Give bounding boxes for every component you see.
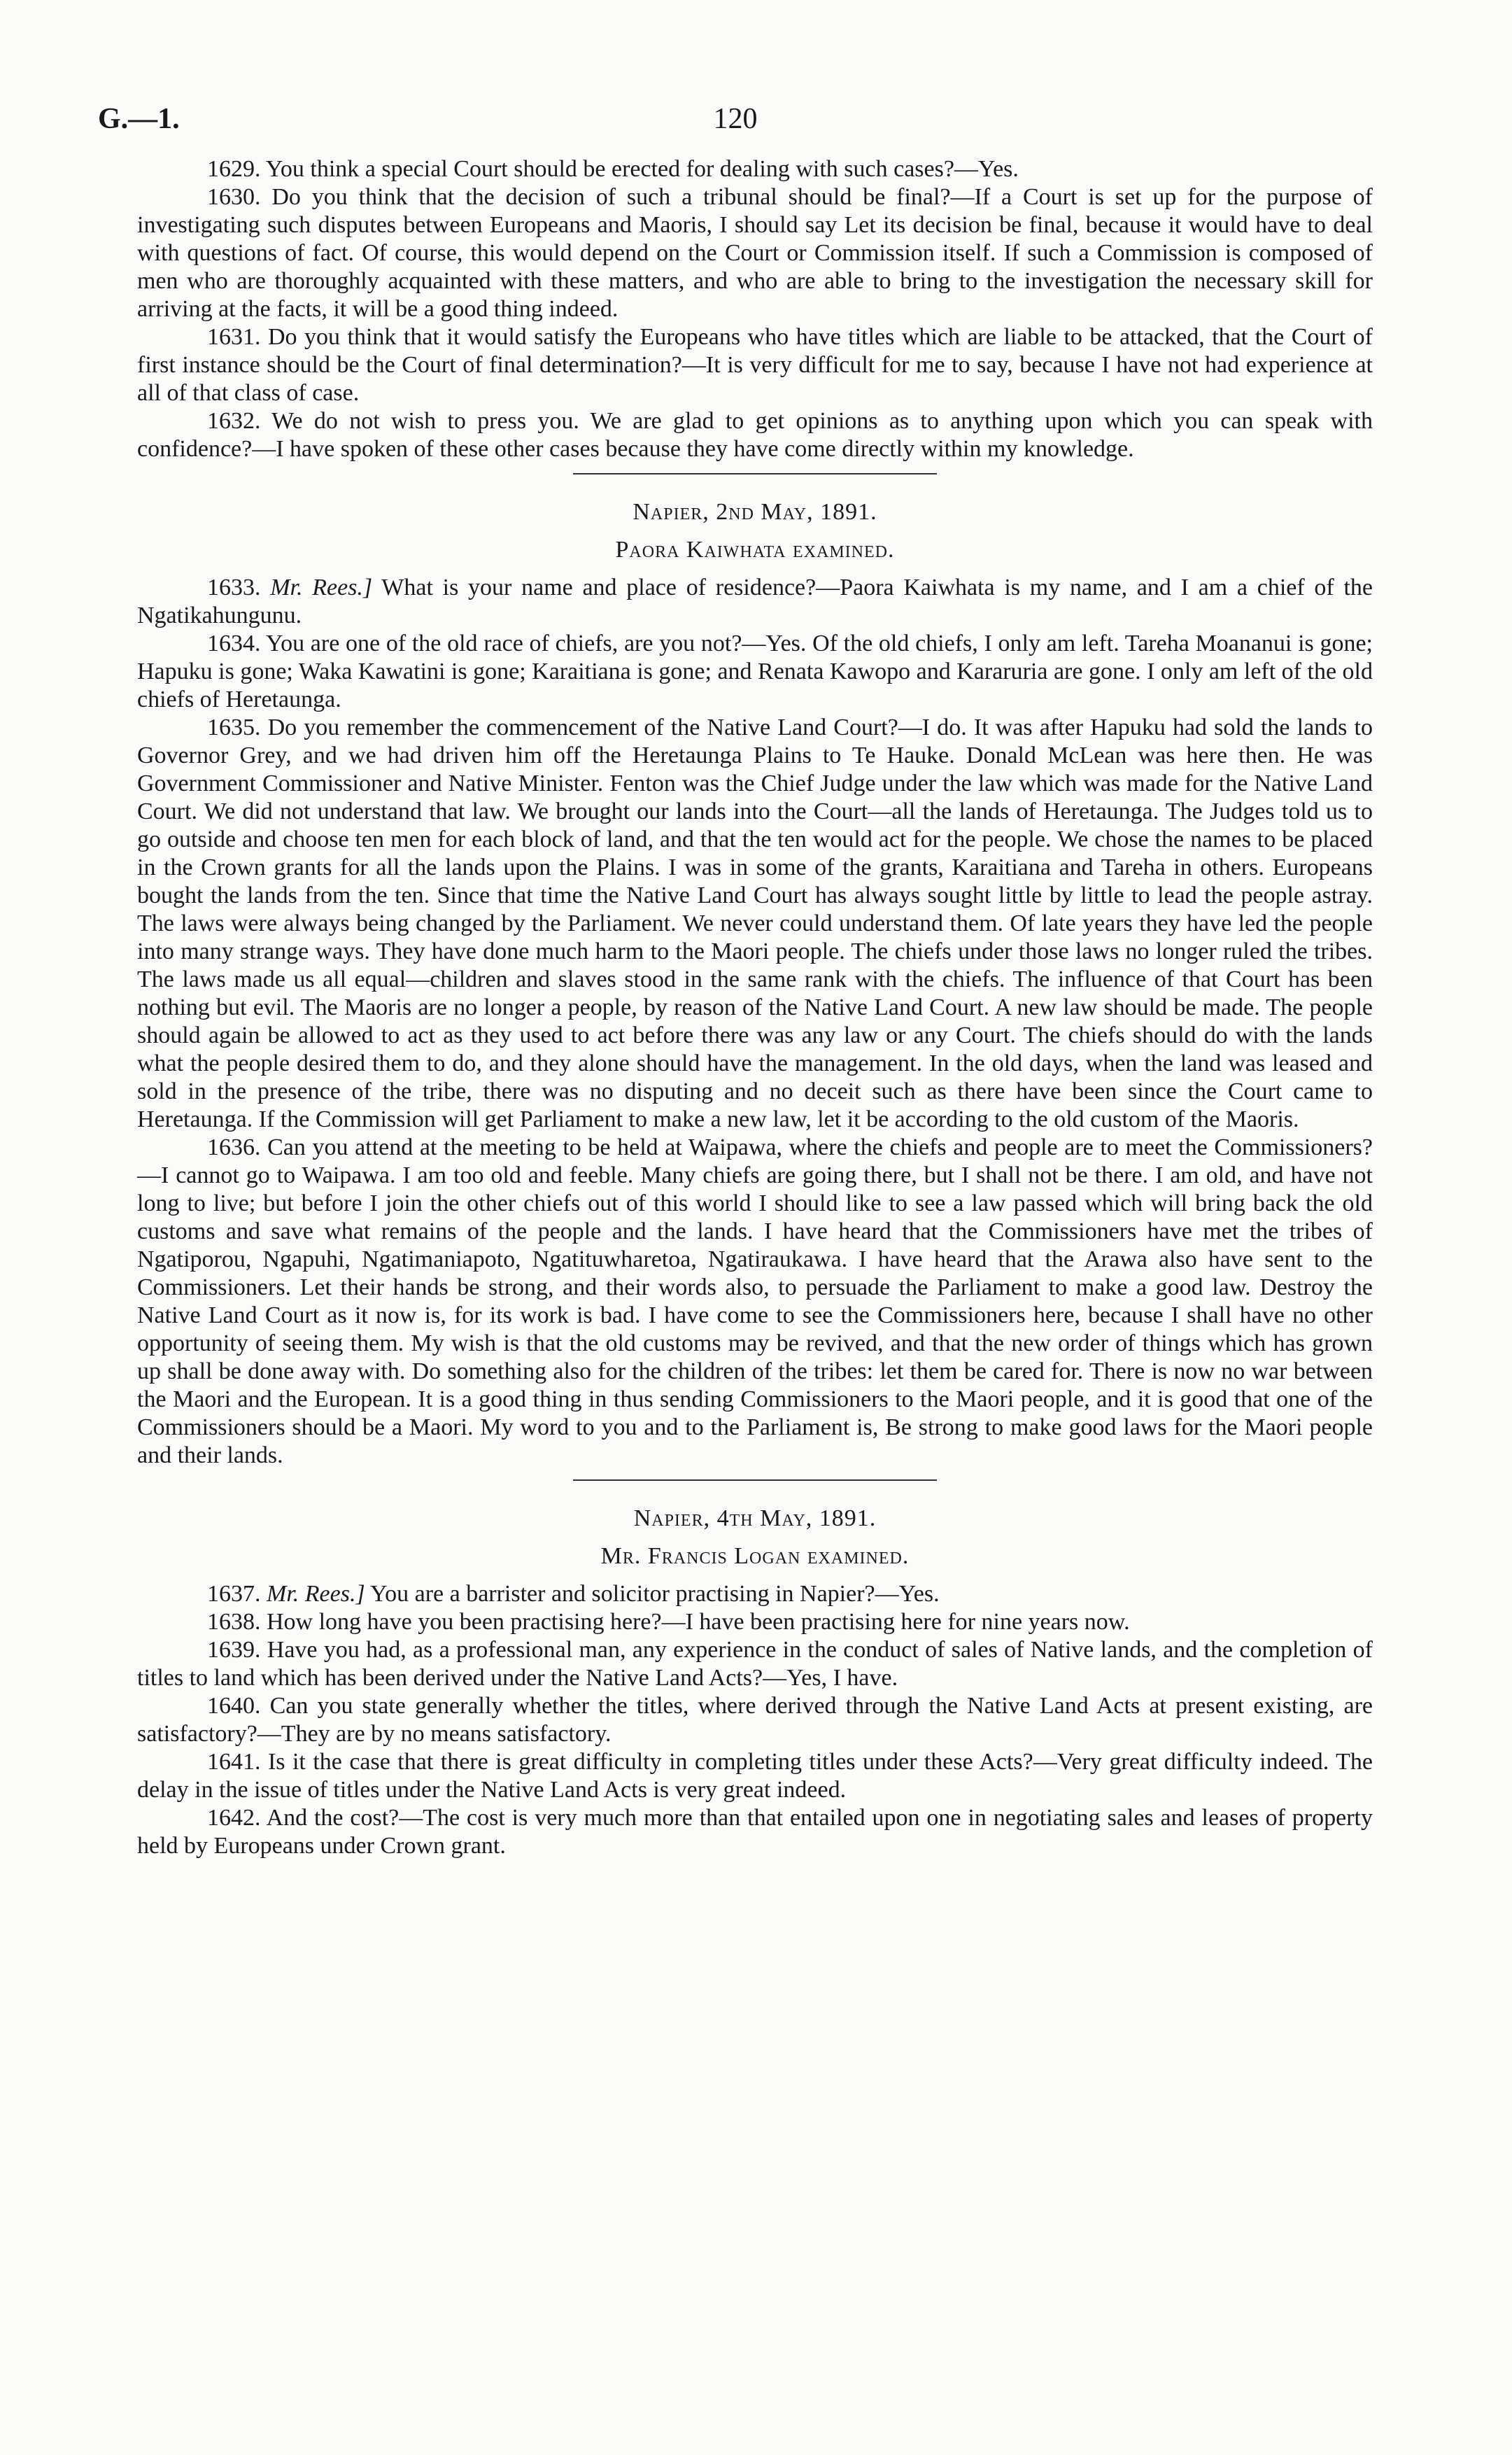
question-1637 [137,1580,1373,1608]
page-header [98,102,1373,144]
session-heading: Napier, 4th May, 1891. [633,1505,877,1531]
page-number: 120 [713,103,758,135]
witness-heading: Paora Kaiwhata examined. [615,537,895,563]
question-1639: 1639. Have you had, as a professional man, any experience in the conduct of sales of Native lands, and the completion of titles to land which has been derived under the Native Land Acts?—Yes, I have. [137,1637,1373,1691]
witness-heading: Mr. Francis Logan examined. [600,1543,910,1569]
examiner-name: Mr. Rees.] [270,575,373,600]
document-body [137,155,1373,1860]
question-1629: 1629. You think a special Court should be erected for dealing with such cases?—Yes. [207,156,1019,182]
section-divider [573,1479,937,1481]
question-text: What is your name and place of residence?—Paora Kaiwhata is my name, and I am a chief of the Ngatikahungunu. [137,575,1373,628]
question-1638: 1638. How long have you been practising here?—I have been practising here for nine years now. [207,1609,1130,1635]
examiner-name: Mr. Rees.] [267,1581,365,1607]
section-divider [573,473,937,474]
session-heading: Napier, 2nd May, 1891. [633,499,877,525]
question-1641: 1641. Is it the case that there is great difficulty in completing titles under these Acts?—Very great difficulty indeed. The delay in the issue of titles under the Native Land Acts is very great indeed. [137,1749,1373,1803]
question-text: You are a barrister and solicitor practising in Napier?—Yes. [369,1581,940,1607]
question-1640: 1640. Can you state generally whether the titles, where derived through the Native Land Acts at present existing, are satisfactory?—They are by no means satisfactory. [137,1693,1373,1747]
question-number: 1633. [207,575,261,600]
question-1633 [137,574,1373,630]
question-1630: 1630. Do you think that the decision of such a tribunal should be final?—If a Court is set up for the purpose of investigating such disputes between Europeans and Maoris, I should say Let its decision be final, because it would have to deal with questions of fact. Of course, this would depend on the Court or Commission itself. If such a Commission is composed of men who are thoroughly acquainted with these matters, and who are able to bring to the investigation the necessary skill for arriving at the facts, it will be a good thing indeed. [137,184,1373,322]
question-1635: 1635. Do you remember the commencement of the Native Land Court?—I do. It was after Hapuku had sold the lands to Governor Grey, and we had driven him off the Heretaunga Plains to Te Hauke. Donald McLean was here then. He was Government Commissioner and Native Minister. Fenton was the Chief Judge under the law which was made for the Native Land Court. We did not understand that law. We brought our lands into the Court—all the lands of Heretaunga. The Judges told us to go outside and choose ten men for each block of land, and that the ten would act for the people. We chose the names to be placed in the Crown grants for all the lands upon the Plains. I was in some of the grants, Karaitiana and Tareha in others. Europeans bought the lands from the ten. Since that time the Native Land Court has always sought little by little to lead the people astray. The laws were always being changed by the Parliament. We never could understand them. Of late years they have led the people into many strange ways. They have done much harm to the Maori people. The chiefs under those laws no longer ruled the tribes. The laws made us all equal—children and slaves stood in the same rank with the chiefs. The influence of that Court has been nothing but evil. The Maoris are no longer a people, by reason of the Native Land Court. A new law should be made. The people should again be allowed to act as they used to act before there was any law or any Court. The chiefs should do with the lands what the people desired them to do, and they alone should have the management. In the old days, when the land was leased and sold in the presence of the tribe, there was no disputing and no deceit such as there have been since the Court came to Heretaunga. If the Commission will get Parliament to make a new law, let it be according to the old custom of the Maoris. [137,715,1373,1132]
question-1636: 1636. Can you attend at the meeting to be held at Waipawa, where the chiefs and people are to meet the Commissioners?—I cannot go to Waipawa. I am too old and feeble. Many chiefs are going there, but I shall not be there. I am old, and have not long to live; but before I join the other chiefs out of this world I should like to see a law passed which will bring back the old customs and save what remains of the people and the lands. I have heard that the Commissioners have met the tribes of Ngatiporou, Ngapuhi, Ngatimaniapoto, Ngatituwharetoa, Ngatiraukawa. I have heard that the Arawa also have sent to the Commissioners. Let their hands be strong, and their words also, to persuade the Parliament to make a good law. Destroy the Native Land Court as it now is, for its work is bad. I have come to see the Commissioners here, because I shall have no other opportunity of seeing them. My wish is that the old customs may be revived, and that the new order of things which has grown up shall be done away with. Do something also for the children of the tribes: let them be cared for. There is now no war between the Maori and the European. It is a good thing in thus sending Commissioners to the Maori people, and it is good that one of the Commissioners should be a Maori. My word to you and to the Parliament is, Be strong to make good laws for the Maori people and their lands. [137,1134,1373,1468]
question-number: 1637. [207,1581,261,1607]
question-1634: 1634. You are one of the old race of chiefs, are you not?—Yes. Of the old chiefs, I only am left. Tareha Moananui is gone; Hapuku is gone; Waka Kawatini is gone; Karaitiana is gone; and Renata Kawopo and Kararuria are gone. I only am left of the old chiefs of Heretaunga. [137,631,1373,712]
document-reference: G.—1. [98,103,180,135]
question-1632: 1632. We do not wish to press you. We are glad to get opinions as to anything upon which you can speak with confidence?—I have spoken of these other cases because they have come directly within my knowledge. [137,408,1373,462]
question-1642: 1642. And the cost?—The cost is very much more than that entailed upon one in negotiating sales and leases of property held by Europeans under Crown grant. [137,1805,1373,1859]
question-1631: 1631. Do you think that it would satisfy the Europeans who have titles which are liable to be attacked, that the Court of first instance should be the Court of final determination?—It is very difficult for me to say, because I have not had experience at all of that class of case. [137,324,1373,406]
